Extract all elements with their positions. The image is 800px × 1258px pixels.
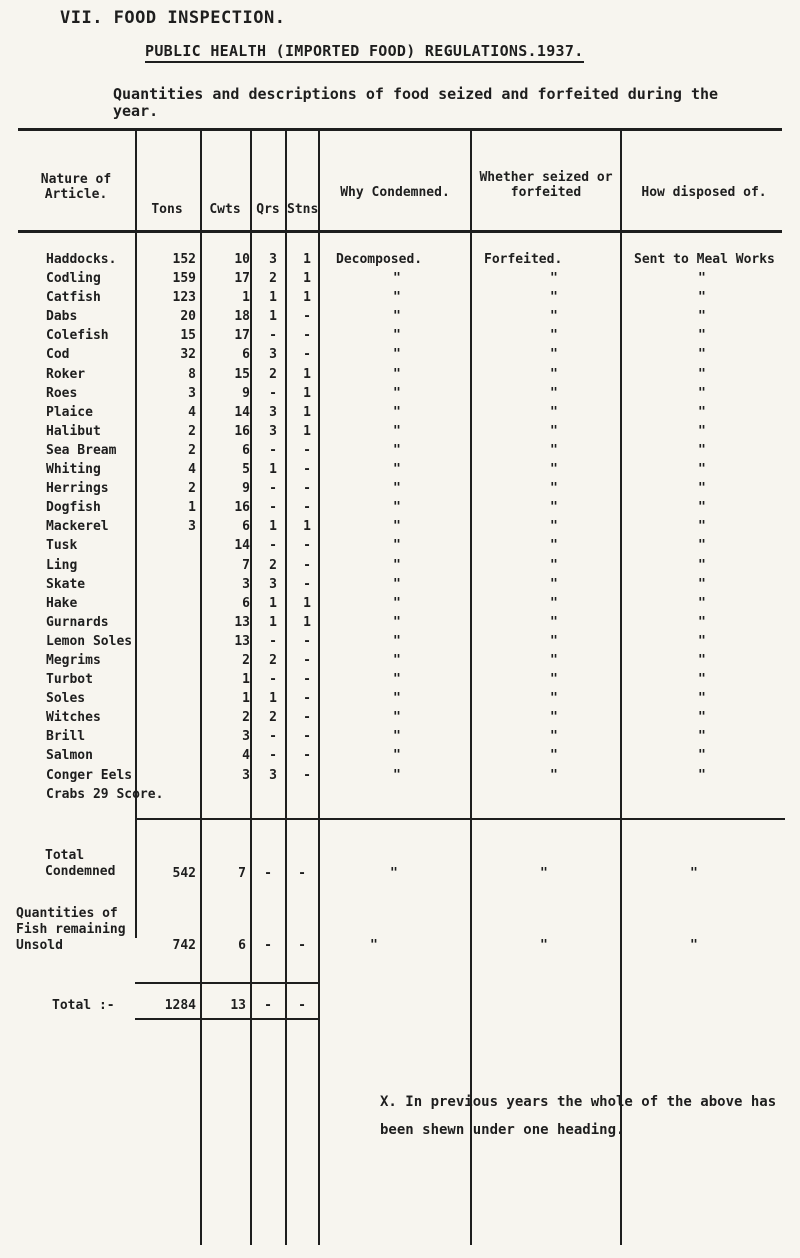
- intro-text: Quantities and descriptions of food seized and forfeited during the year.: [113, 85, 719, 120]
- table-row: Dogfish 1 16 - - " " ": [46, 500, 706, 516]
- remaining-stns: -: [298, 938, 306, 953]
- table-row: Roes 3 9 - 1 " " ": [46, 385, 706, 401]
- table-row: Salmon 4 - - " " ": [46, 748, 706, 764]
- total-condemned-tons: 542: [172, 866, 196, 881]
- total-bottom-rule: [135, 1018, 319, 1020]
- table-row: Tusk 14 - - " " ": [46, 538, 706, 554]
- remaining-qrs: -: [264, 938, 272, 953]
- table-row: Witches 2 2 - " " ": [46, 710, 706, 726]
- table-row: Codling 159 17 2 1 " " ": [46, 271, 706, 287]
- table-row-crabs: Crabs 29 Score.: [46, 786, 164, 802]
- total-condemned-label: Total Condemned: [45, 848, 116, 879]
- table-row: Herrings 2 9 - - " " ": [46, 481, 706, 497]
- total-condemned-cwts: 7: [238, 866, 246, 881]
- table-row: Haddocks. 152 10 3 1 Decomposed. Forfeited. Sent to Meal Works: [46, 252, 775, 267]
- table-row: Plaice 4 14 3 1 " " ": [46, 404, 706, 420]
- header-cwts: Cwts: [209, 202, 241, 217]
- table-row: Conger Eels 3 3 - " " ": [46, 767, 706, 783]
- remaining-label: Quantities of Fish remaining Unsold: [16, 906, 126, 953]
- remaining-cwts: 6: [238, 938, 246, 953]
- table-row: Turbot 1 - - " " ": [46, 672, 706, 688]
- table-row: Sea Bream 2 6 - - " " ": [46, 442, 706, 458]
- total-condemned-stns: -: [298, 866, 306, 881]
- total-condemned-seized: ": [540, 866, 548, 881]
- header-nature: Nature of Article.: [40, 172, 112, 202]
- summary-rule: [135, 818, 785, 820]
- total-stns: -: [298, 998, 306, 1013]
- table-top-rule: [18, 128, 782, 131]
- table-row: Ling 7 2 - " " ": [46, 557, 706, 573]
- total-cwts: 13: [230, 998, 246, 1013]
- table-row: Soles 1 1 - " " ": [46, 691, 706, 707]
- table-row: Brill 3 - - " " ": [46, 729, 706, 745]
- table-row: Cod 32 6 3 - " " ": [46, 347, 706, 363]
- table-row: Gurnards 13 1 1 " " ": [46, 614, 706, 630]
- header-tons: Tons: [151, 202, 183, 217]
- total-condemned-why: ": [390, 866, 398, 881]
- table-row: Megrims 2 2 - " " ": [46, 652, 706, 668]
- section-heading: VII. FOOD INSPECTION.: [60, 8, 286, 28]
- table-row: Mackerel 3 6 1 1 " " ": [46, 519, 706, 535]
- total-condemned-qrs: -: [264, 866, 272, 881]
- table-row: Hake 6 1 1 " " ": [46, 595, 706, 611]
- table-rows: [18, 252, 782, 806]
- regulation-heading: PUBLIC HEALTH (IMPORTED FOOD) REGULATIONS.1937.: [145, 42, 584, 63]
- remaining-how: ": [690, 938, 698, 953]
- header-seized: Whether seized or forfeited: [479, 170, 613, 200]
- footnote: X. In previous years the whole of the above has been shewn under one heading.: [380, 1094, 777, 1138]
- table-row: Colefish 15 17 - - " " ": [46, 328, 706, 344]
- remaining-seized: ": [540, 938, 548, 953]
- total-qrs: -: [264, 998, 272, 1013]
- header-how: How disposed of.: [641, 185, 767, 200]
- table-row: Whiting 4 5 1 - " " ": [46, 462, 706, 478]
- remaining-why: ": [370, 938, 378, 953]
- table-row: Lemon Soles 13 - - " " ": [46, 633, 706, 649]
- remaining-tons: 742: [172, 938, 196, 953]
- table-row: Skate 3 3 - " " ": [46, 576, 706, 592]
- header-stns: Stns: [287, 202, 319, 217]
- table-row: Catfish 123 1 1 1 " " ": [46, 290, 706, 306]
- header-qrs: Qrs: [256, 202, 280, 217]
- total-condemned-how: ": [690, 866, 698, 881]
- header-why: Why Condemned.: [340, 185, 450, 200]
- total-tons: 1284: [164, 998, 196, 1013]
- total-top-rule: [135, 982, 319, 984]
- table-header-rule: [18, 230, 782, 233]
- table-row: Halibut 2 16 3 1 " " ": [46, 423, 706, 439]
- total-label: Total :-: [52, 998, 115, 1013]
- table-row: Dabs 20 18 1 - " " ": [46, 309, 706, 325]
- table-row: Roker 8 15 2 1 " " ": [46, 366, 706, 382]
